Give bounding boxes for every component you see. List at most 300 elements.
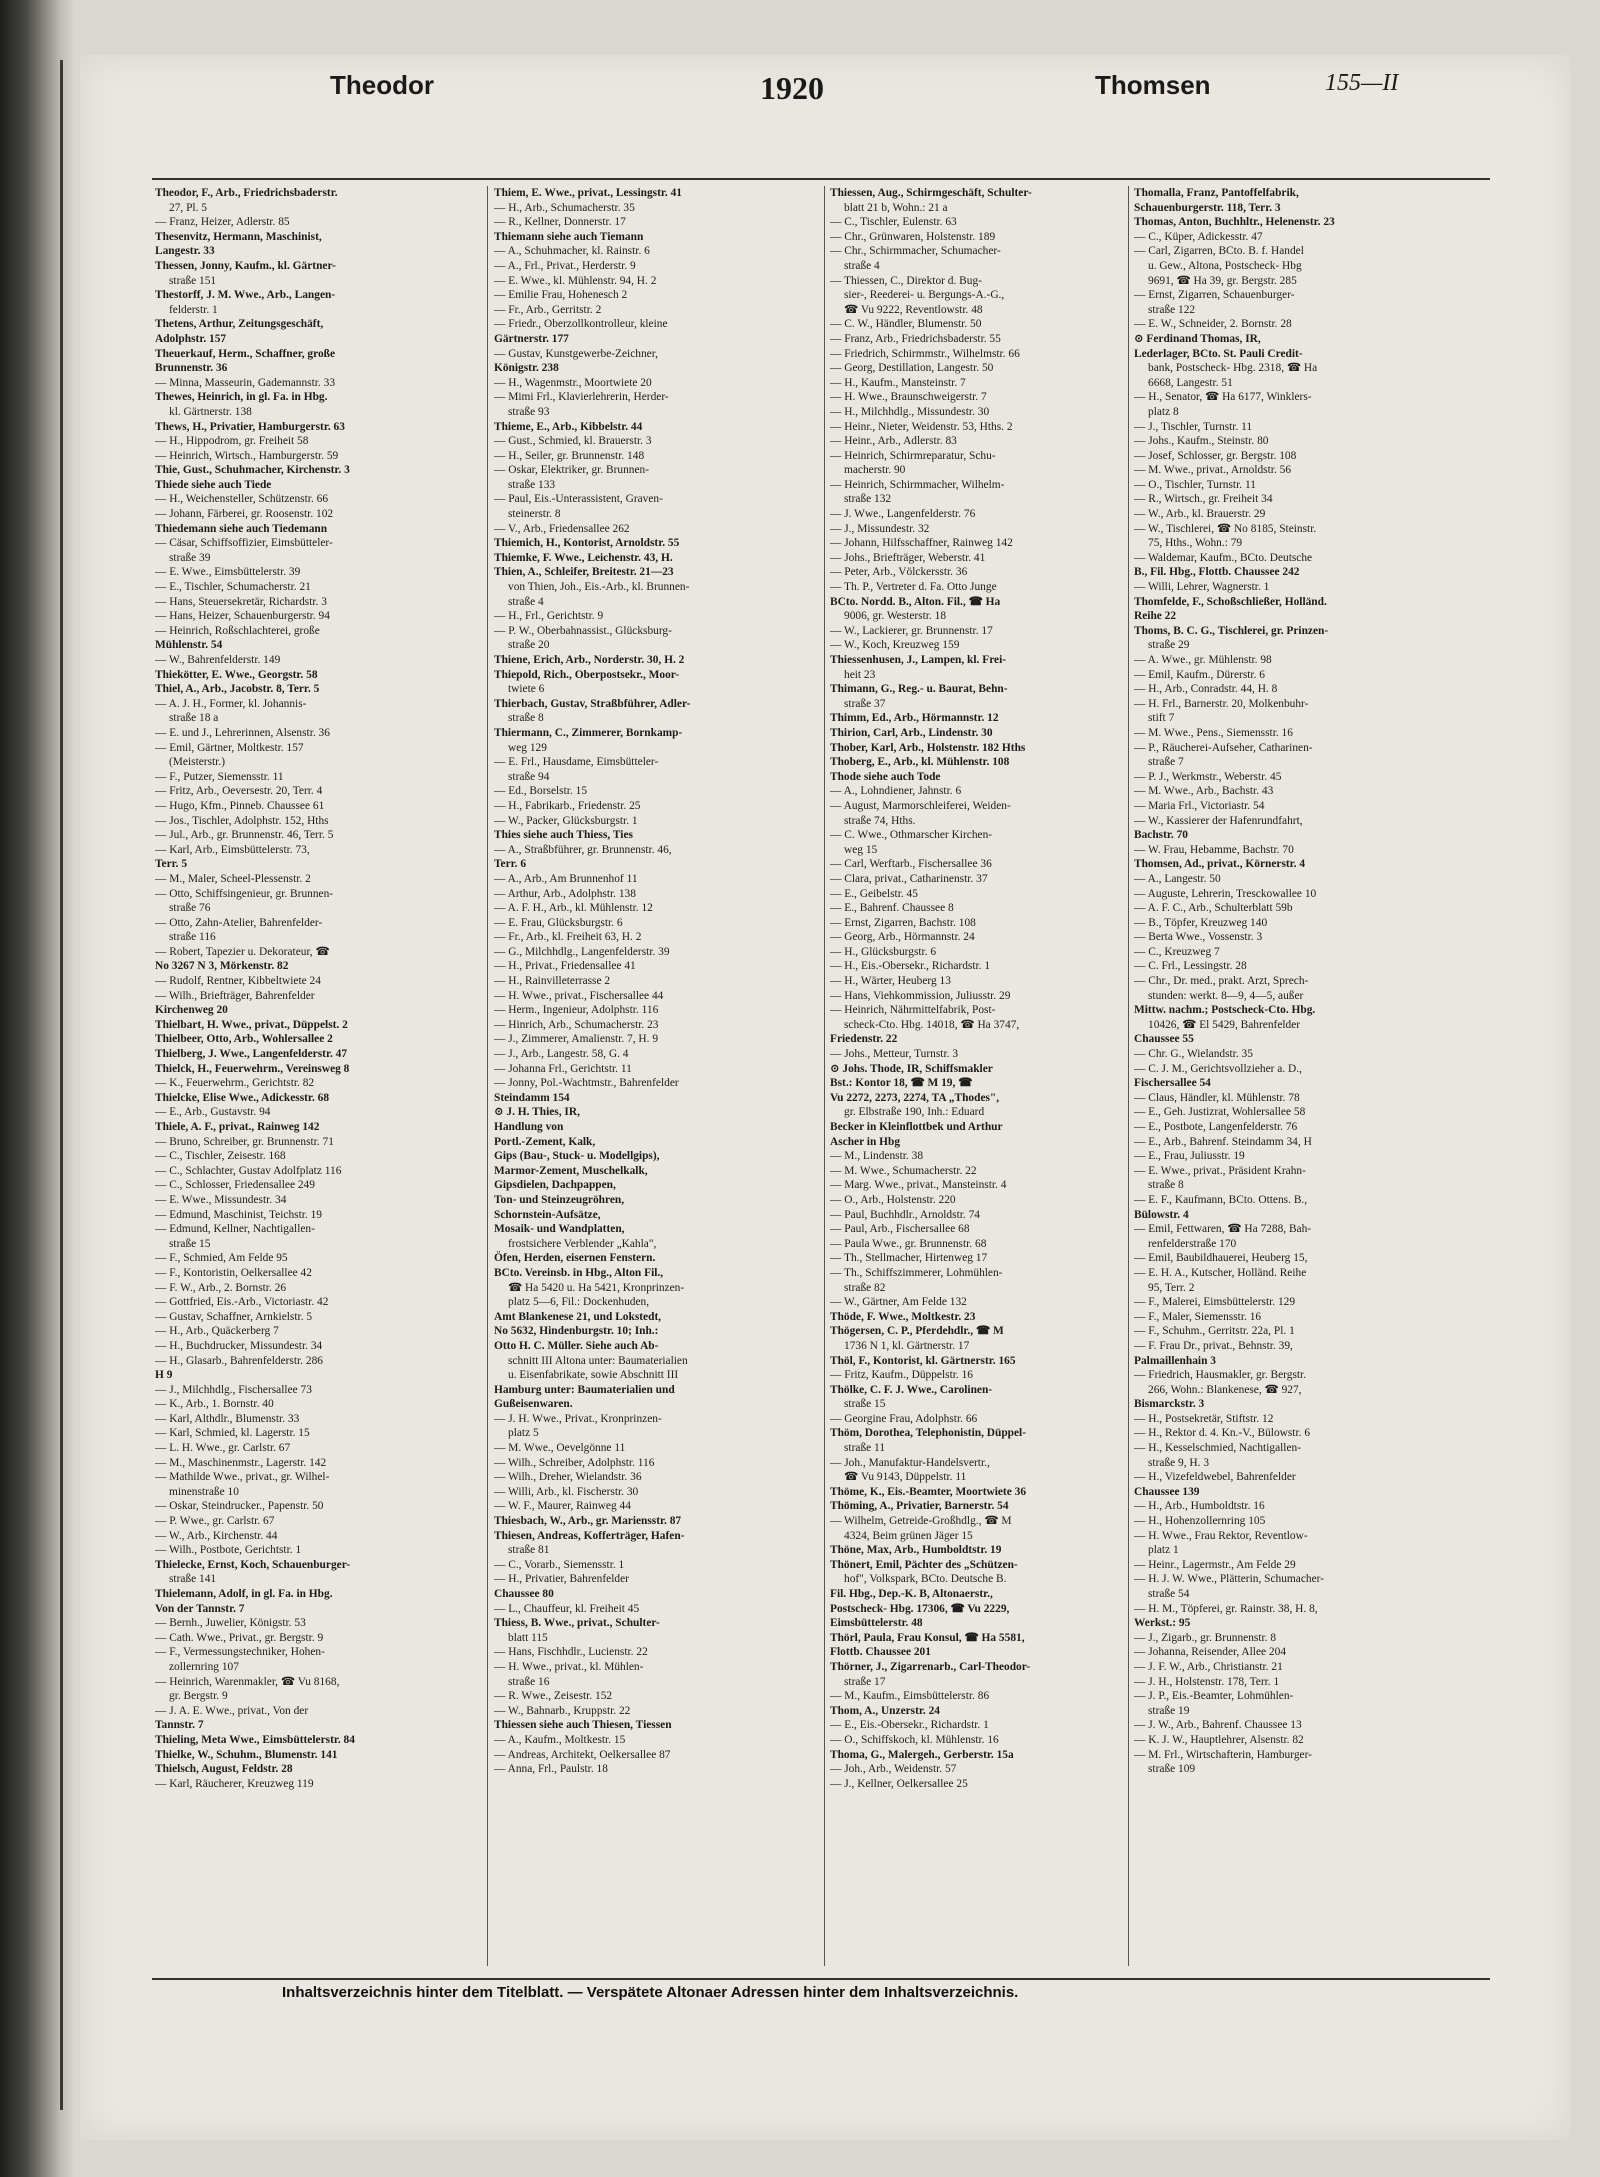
directory-entry-line: frostsichere Verblender „Kahla",: [508, 1237, 657, 1250]
directory-entry-line: Thiem, E. Wwe., privat., Lessingstr. 41: [494, 187, 682, 199]
directory-entry-line: Reihe 22: [1134, 610, 1177, 623]
directory-entry-line: — Berta Wwe., Vossenstr. 3: [1134, 931, 1263, 944]
directory-entry-line: — B., Töpfer, Kreuzweg 140: [1134, 916, 1268, 929]
directory-entry-line: Thestorff, J. M. Wwe., Arb., Langen-: [155, 289, 336, 302]
directory-entry-line: — Cäsar, Schiffsoffizier, Eimsbütteler-: [155, 537, 333, 550]
directory-entry-line: Thomfelde, F., Schoßschließer, Holländ.: [1134, 595, 1327, 608]
directory-entry-line: — Georg, Destillation, Langestr. 50: [830, 362, 994, 375]
directory-entry-line: Thewes, Heinrich, in gl. Fa. in Hbg.: [155, 391, 328, 404]
directory-entry-line: gr. Bergstr. 9: [169, 1690, 228, 1703]
directory-entry-line: Thoms, B. C. G., Tischlerei, gr. Prinzen-: [1134, 624, 1329, 637]
directory-entry-line: — E., Eis.-Obersekr., Richardstr. 1: [830, 1719, 989, 1732]
directory-entry-line: ⊙ J. H. Thies, IR,: [494, 1106, 580, 1119]
directory-entry-line: Ascher in Hbg: [830, 1135, 901, 1148]
directory-entry-line: — H., Buchdrucker, Missundestr. 34: [155, 1339, 323, 1352]
directory-entry-line: 95, Terr. 2: [1148, 1281, 1195, 1294]
directory-entry-line: — H., Wärter, Heuberg 13: [830, 975, 951, 988]
directory-entry-line: — Jul., Arb., gr. Brunnenstr. 46, Terr. 5: [155, 829, 334, 842]
directory-entry-line: Handlung von: [494, 1121, 564, 1133]
directory-column-3: [830, 186, 1155, 1971]
directory-entry-line: Becker in Kleinflottbek und Arthur: [830, 1121, 1003, 1133]
directory-entry-line: — Joh., Manufaktur-Handelsvertr.,: [830, 1456, 990, 1469]
directory-entry-line: Thieling, Meta Wwe., Eimsbüttelerstr. 84: [155, 1733, 355, 1746]
directory-entry-line: — Anna, Frl., Paulstr. 18: [494, 1763, 608, 1776]
directory-entry-line: Thöme, K., Eis.-Beamter, Moortwiete 36: [830, 1485, 1027, 1498]
directory-entry-line: Thies siehe auch Thiess, Ties: [494, 829, 633, 842]
directory-entry-line: Bst.: Kontor 18, ☎ M 19, ☎: [830, 1077, 973, 1090]
directory-entry-line: — J. Wwe., Langenfelderstr. 76: [830, 508, 976, 521]
directory-entry-line: straße 20: [508, 639, 550, 652]
directory-entry-line: 6668, Langestr. 51: [1148, 376, 1233, 389]
directory-entry-line: — Andreas, Architekt, Oelkersallee 87: [494, 1748, 671, 1761]
directory-entry-line: — Fritz, Kaufm., Düppelstr. 16: [830, 1369, 973, 1382]
directory-entry-line: Palmaillenhain 3: [1134, 1354, 1216, 1367]
directory-entry-line: — J. H. Wwe., Privat., Kronprinzen-: [494, 1412, 662, 1425]
directory-entry-line: blatt 21 b, Wohn.: 21 a: [844, 201, 948, 214]
directory-entry-line: — Paul, Arb., Fischersallee 68: [830, 1223, 970, 1236]
directory-entry-line: Terr. 6: [494, 858, 527, 871]
directory-entry-line: — R. Wwe., Zeisestr. 152: [494, 1690, 613, 1703]
directory-entry-line: — Hans, Fischhdlr., Lucienstr. 22: [494, 1646, 648, 1659]
directory-entry-line: — H. J. W. Wwe., Plätterin, Schumacher-: [1134, 1573, 1325, 1586]
directory-entry-line: Thiepold, Rich., Oberpostsekr., Moor-: [494, 668, 680, 681]
directory-entry-line: Gipsdielen, Dachpappen,: [494, 1179, 616, 1192]
directory-entry-line: — J. H., Holstenstr. 178, Terr. 1: [1134, 1675, 1280, 1688]
directory-entry-line: straße 82: [844, 1281, 886, 1294]
directory-entry-line: — Gust., Schmied, kl. Brauerstr. 3: [494, 435, 652, 448]
directory-entry-line: — Johann, Hilfsschaffner, Rainweg 142: [830, 537, 1013, 550]
directory-entry-line: Thiene, Erich, Arb., Norderstr. 30, H. 2: [494, 654, 685, 666]
directory-entry-line: Thiele, A. F., privat., Rainweg 142: [155, 1121, 320, 1133]
directory-entry-line: Kirchenweg 20: [155, 1004, 228, 1017]
directory-entry-line: — A., Straßbführer, gr. Brunnenstr. 46,: [494, 843, 672, 856]
directory-entry-line: — Heinrich, Wirtsch., Hamburgerstr. 59: [155, 449, 339, 462]
directory-entry-line: — H., Rainvilleterrasse 2: [494, 975, 611, 988]
directory-entry-line: Thielck, H., Feuerwehrm., Vereinsweg 8: [155, 1062, 350, 1075]
directory-entry-line: Thiess, B. Wwe., privat., Schulter-: [494, 1617, 660, 1630]
directory-entry-line: — Ernst, Zigarren, Schauenburger-: [1134, 289, 1295, 302]
directory-entry-line: — L. H. Wwe., gr. Carlstr. 67: [155, 1442, 291, 1455]
directory-entry-line: Thiekötter, E. Wwe., Georgstr. 58: [155, 668, 318, 681]
directory-entry-line: Chaussee 80: [494, 1588, 554, 1600]
directory-entry-line: Thiesbach, W., Arb., gr. Mariensstr. 87: [494, 1515, 682, 1528]
directory-entry-line: — A. J. H., Former, kl. Johannis-: [155, 697, 307, 710]
directory-column-1: [155, 186, 480, 1971]
directory-entry-line: straße 133: [508, 478, 556, 491]
directory-entry-line: BCto. Nordd. B., Alton. Fil., ☎ Ha: [830, 595, 1001, 608]
directory-entry-line: Thoberg, E., Arb., kl. Mühlenstr. 108: [830, 756, 1010, 769]
directory-entry-line: — Arthur, Arb., Adolphstr. 138: [494, 887, 636, 900]
directory-entry-line: Ton- und Steinzeugröhren,: [494, 1193, 625, 1206]
directory-entry-line: — H. Wwe., privat., kl. Mühlen-: [494, 1660, 644, 1673]
directory-entry-line: — W., Lackierer, gr. Brunnenstr. 17: [830, 624, 993, 637]
directory-entry-line: — J., Milchhdlg., Fischersallee 73: [155, 1383, 312, 1396]
directory-entry-line: — Wilhelm, Getreide-Großhdlg., ☎ M: [830, 1515, 1012, 1528]
directory-entry-line: 4324, Beim grünen Jäger 15: [844, 1529, 973, 1542]
directory-entry-line: — M., Maschinenmstr., Lagerstr. 142: [155, 1456, 327, 1469]
directory-entry-line: — Cath. Wwe., Privat., gr. Bergstr. 9: [155, 1631, 324, 1644]
directory-entry-line: weg 129: [508, 741, 547, 754]
directory-entry-line: — C. Frl., Lessingstr. 28: [1134, 960, 1247, 973]
directory-entry-line: — Oskar, Elektriker, gr. Brunnen-: [494, 464, 650, 477]
directory-entry-line: Thielecke, Ernst, Koch, Schauenburger-: [155, 1558, 351, 1571]
directory-entry-line: — A., Arb., Am Brunnenhof 11: [494, 872, 638, 885]
directory-entry-line: Vu 2272, 2273, 2274, TA „Thodes",: [830, 1091, 1000, 1104]
directory-entry-line: — F., Maler, Siemensstr. 16: [1134, 1310, 1262, 1323]
directory-entry-line: — F. Frau Dr., privat., Behnstr. 39,: [1134, 1339, 1293, 1352]
directory-entry-line: Flottb. Chaussee 201: [830, 1646, 931, 1659]
directory-entry-line: ⊙ Johs. Thode, IR, Schiffsmakler: [830, 1062, 993, 1075]
directory-entry-line: — E., Frau, Juliusstr. 19: [1134, 1150, 1245, 1163]
directory-entry-line: — Willi, Lehrer, Wagnerstr. 1: [1134, 581, 1270, 594]
directory-entry-line: — Heinrich, Nährmittelfabrik, Post-: [830, 1004, 996, 1017]
directory-entry-line: — H., Kesselschmied, Nachtigallen-: [1134, 1442, 1302, 1455]
directory-entry-line: — Rudolf, Rentner, Kibbeltwiete 24: [155, 975, 321, 988]
directory-entry-line: steinerstr. 8: [508, 508, 561, 521]
directory-entry-line: — A. Wwe., gr. Mühlenstr. 98: [1134, 654, 1272, 666]
directory-entry-line: — Johann, Färberei, gr. Roosenstr. 102: [155, 508, 334, 521]
directory-entry-line: ⊙ Ferdinand Thomas, IR,: [1134, 332, 1261, 345]
directory-entry-line: — Herm., Ingenieur, Adolphstr. 116: [494, 1004, 659, 1017]
directory-entry-line: straße 19: [1148, 1704, 1190, 1717]
directory-entry-line: — Fr., Arb., Gerritstr. 2: [494, 303, 602, 316]
directory-entry-line: stunden: werkt. 8—9, 4—5, außer: [1148, 989, 1304, 1002]
directory-entry-line: Thielbeer, Otto, Arb., Wohlersallee 2: [155, 1033, 333, 1046]
directory-entry-line: kl. Gärtnerstr. 138: [169, 405, 252, 418]
directory-entry-line: — Johs., Briefträger, Weberstr. 41: [830, 551, 986, 564]
directory-entry-line: straße 11: [844, 1442, 886, 1455]
directory-entry-line: straße 122: [1148, 303, 1196, 316]
directory-entry-line: — R., Wirtsch., gr. Freiheit 34: [1134, 493, 1273, 506]
directory-entry-line: — H., Hippodrom, gr. Freiheit 58: [155, 435, 309, 448]
directory-entry-line: — J., Kellner, Oelkersallee 25: [830, 1777, 968, 1790]
directory-entry-line: Adolphstr. 157: [155, 332, 227, 345]
directory-entry-line: Öfen, Herden, eisernen Fenstern.: [494, 1252, 656, 1265]
directory-entry-line: — O., Arb., Holstenstr. 220: [830, 1193, 956, 1206]
directory-entry-line: 1736 N 1, kl. Gärtnerstr. 17: [844, 1339, 970, 1352]
directory-entry-line: — J. F. W., Arb., Christianstr. 21: [1134, 1660, 1283, 1673]
directory-entry-line: stift 7: [1148, 712, 1175, 725]
directory-entry-line: — Josef, Schlosser, gr. Bergstr. 108: [1134, 449, 1297, 462]
directory-entry-line: — E. W., Schneider, 2. Bornstr. 28: [1134, 318, 1292, 331]
directory-entry-line: — W., Packer, Glücksburgstr. 1: [494, 814, 638, 827]
directory-entry-line: — W., Bahrenfelderstr. 149: [155, 654, 281, 666]
directory-entry-line: Eimsbüttelerstr. 48: [830, 1617, 923, 1630]
directory-entry-line: straße 37: [844, 697, 886, 710]
directory-entry-line: Gärtnerstr. 177: [494, 332, 569, 345]
directory-entry-line: — M., Maler, Scheel-Plessenstr. 2: [155, 872, 311, 885]
directory-entry-line: — E., Postbote, Langenfelderstr. 76: [1134, 1121, 1298, 1133]
directory-entry-line: Bachstr. 70: [1134, 829, 1189, 842]
directory-entry-line: — H., Glasarb., Bahrenfelderstr. 286: [155, 1354, 323, 1367]
directory-entry-line: Thieme, E., Arb., Kibbelstr. 44: [494, 420, 643, 433]
directory-entry-line: Thönert, Emil, Pächter des „Schützen-: [830, 1558, 1018, 1571]
directory-entry-line: — E., Geh. Justizrat, Wohlersallee 58: [1134, 1106, 1306, 1119]
directory-entry-line: straße 93: [508, 405, 550, 418]
directory-entry-line: — Friedrich, Hausmakler, gr. Bergstr.: [1134, 1369, 1307, 1382]
directory-entry-line: 266, Wohn.: Blankenese, ☎ 927,: [1148, 1383, 1302, 1396]
directory-entry-line: straße 18 a: [169, 712, 219, 725]
directory-entry-line: platz 5: [508, 1427, 539, 1440]
directory-entry-line: — Minna, Masseurin, Gademannstr. 33: [155, 376, 336, 389]
directory-entry-line: — Joh., Arb., Weidenstr. 57: [830, 1763, 957, 1776]
directory-entry-line: Steindamm 154: [494, 1091, 570, 1104]
directory-entry-line: hof", Volkspark, BCto. Deutsche B.: [844, 1573, 1007, 1586]
directory-entry-line: platz 1: [1148, 1544, 1179, 1557]
directory-entry-line: — Jos., Tischler, Adolphstr. 152, Hths: [155, 814, 329, 827]
directory-entry-line: — H., Postsekretär, Stiftstr. 12: [1134, 1412, 1274, 1425]
directory-entry-line: — Gustav, Kunstgewerbe-Zeichner,: [494, 347, 658, 360]
directory-entry-line: heit 23: [844, 668, 876, 681]
directory-entry-line: — Emil, Kaufm., Dürerstr. 6: [1134, 668, 1265, 681]
directory-entry-line: ☎ Vu 9222, Reventlowstr. 48: [844, 303, 983, 316]
directory-entry-line: Thiermann, C., Zimmerer, Bornkamp-: [494, 726, 683, 739]
directory-entry-line: Langestr. 33: [155, 245, 215, 258]
directory-entry-line: — E. F., Kaufmann, BCto. Ottens. B.,: [1134, 1193, 1308, 1206]
directory-entry-line: — Emil, Fettwaren, ☎ Ha 7288, Bah-: [1134, 1223, 1312, 1236]
directory-entry-line: straße 81: [508, 1544, 550, 1557]
directory-entry-line: Tannstr. 7: [155, 1719, 204, 1732]
directory-entry-line: straße 17: [844, 1675, 886, 1688]
directory-entry-line: straße 16: [508, 1675, 550, 1688]
directory-entry-line: — C. J. M., Gerichtsvollzieher a. D.,: [1134, 1062, 1302, 1075]
directory-entry-line: — Johs., Metteur, Turnstr. 3: [830, 1048, 959, 1061]
directory-entry-line: — H. M., Töpferei, gr. Rainstr. 38, H. 8,: [1134, 1602, 1318, 1615]
directory-entry-line: Thielbart, H. Wwe., privat., Düppelst. 2: [155, 1018, 348, 1031]
directory-entry-line: Terr. 5: [155, 858, 188, 871]
directory-entry-line: — P. J., Werkmstr., Weberstr. 45: [1134, 770, 1282, 783]
directory-entry-line: Von der Tannstr. 7: [155, 1602, 245, 1615]
directory-entry-line: — E., Arb., Gustavstr. 94: [155, 1106, 271, 1119]
footer-note: Inhaltsverzeichnis hinter dem Titelblatt. — Verspätete Altonaer Adressen hinter dem Inhaltsverzeichnis.: [282, 1984, 1019, 2001]
directory-entry-line: — M. Wwe., Pens., Siemensstr. 16: [1134, 726, 1293, 739]
directory-entry-line: straße 151: [169, 274, 217, 287]
directory-entry-line: straße 116: [169, 931, 216, 944]
directory-entry-line: Thiedemann siehe auch Tiedemann: [155, 522, 328, 535]
directory-entry-line: — Peter, Arb., Völckersstr. 36: [830, 566, 968, 579]
directory-entry-line: — Claus, Händler, kl. Mühlenstr. 78: [1134, 1091, 1300, 1104]
directory-entry-line: — F., Malerei, Eimsbüttelerstr. 129: [1134, 1296, 1296, 1309]
directory-entry-line: — W., Kassierer der Hafenrundfahrt,: [1134, 814, 1303, 827]
directory-entry-line: Friedenstr. 22: [830, 1033, 898, 1046]
directory-entry-line: BCto. Vereinsb. in Hbg., Alton Fil.,: [494, 1266, 664, 1279]
directory-entry-line: Gips (Bau-, Stuck- u. Modellgips),: [494, 1150, 660, 1163]
directory-entry-line: — H., Privat., Friedensallee 41: [494, 960, 636, 973]
directory-entry-line: — E. und J., Lehrerinnen, Alsenstr. 36: [155, 726, 330, 739]
directory-entry-line: — Chr., Grünwaren, Holstenstr. 189: [830, 230, 996, 243]
directory-entry-line: — Bernh., Juwelier, Königstr. 53: [155, 1617, 306, 1630]
directory-entry-line: — Wilh., Briefträger, Bahrenfelder: [155, 989, 315, 1002]
directory-entry-line: Postscheck- Hbg. 17306, ☎ Vu 2229,: [830, 1602, 1010, 1615]
directory-entry-line: Schornstein-Aufsätze,: [494, 1208, 601, 1221]
directory-entry-line: — Franz, Heizer, Adlerstr. 85: [155, 216, 290, 229]
directory-entry-line: Thielke, W., Schuhm., Blumenstr. 141: [155, 1748, 338, 1761]
directory-entry-line: — Paul, Buchhdlr., Arnoldstr. 74: [830, 1208, 980, 1221]
directory-entry-line: Fischersallee 54: [1134, 1077, 1211, 1090]
directory-entry-line: Werkst.: 95: [1134, 1617, 1191, 1630]
directory-entry-line: — M. Frl., Wirtschafterin, Hamburger-: [1134, 1748, 1312, 1761]
directory-entry-line: H 9: [155, 1369, 173, 1382]
directory-entry-line: straße 39: [169, 551, 211, 564]
directory-entry-line: — H., Frl., Gerichtstr. 9: [494, 610, 604, 623]
directory-entry-line: — C., Küper, Adickesstr. 47: [1134, 230, 1263, 243]
directory-entry-line: — J. P., Eis.-Beamter, Lohmühlen-: [1134, 1690, 1294, 1703]
gutter-edge-line: [60, 60, 63, 2110]
directory-entry-line: ☎ Ha 5420 u. Ha 5421, Kronprinzen-: [508, 1281, 685, 1294]
directory-entry-line: — A., Lohndiener, Jahnstr. 6: [830, 785, 962, 798]
directory-entry-line: — E. H. A., Kutscher, Holländ. Reihe: [1134, 1266, 1307, 1279]
directory-entry-line: — H., Eis.-Obersekr., Richardstr. 1: [830, 960, 991, 973]
directory-entry-line: Thielemann, Adolf, in gl. Fa. in Hbg.: [155, 1588, 333, 1600]
directory-entry-line: Thimm, Ed., Arb., Hörmannstr. 12: [830, 712, 999, 725]
directory-entry-line: Gußeisenwaren.: [494, 1398, 573, 1411]
directory-entry-line: — Marg. Wwe., privat., Mansteinstr. 4: [830, 1179, 1007, 1192]
directory-entry-line: Theodor, F., Arb., Friedrichsbaderstr.: [155, 187, 338, 199]
directory-entry-line: Mühlenstr. 54: [155, 639, 223, 652]
directory-entry-line: No 5632, Hindenburgstr. 10; Inh.:: [494, 1325, 659, 1338]
directory-entry-line: — Paula Wwe., gr. Brunnenstr. 68: [830, 1237, 987, 1250]
directory-entry-line: straße 15: [169, 1237, 211, 1250]
directory-entry-line: — Wilh., Postbote, Gerichtstr. 1: [155, 1544, 302, 1557]
directory-entry-line: straße 7: [1148, 756, 1184, 769]
directory-entry-line: — F., Schmied, Am Felde 95: [155, 1252, 288, 1265]
directory-entry-line: — J., Tischler, Turnstr. 11: [1134, 420, 1253, 433]
directory-entry-line: — Ernst, Zigarren, Bachstr. 108: [830, 916, 976, 929]
directory-entry-line: Schauenburgerstr. 118, Terr. 3: [1134, 201, 1281, 214]
directory-entry-line: — W., Arb., kl. Brauerstr. 29: [1134, 508, 1266, 521]
directory-entry-line: Bismarckstr. 3: [1134, 1398, 1205, 1411]
header-right-keyword: Thomsen: [1095, 70, 1211, 100]
directory-entry-line: — H., Glücksburgstr. 6: [830, 945, 937, 958]
directory-entry-line: bank, Postscheck- Hbg. 2318, ☎ Ha: [1148, 362, 1318, 375]
directory-entry-line: Thetens, Arthur, Zeitungsgeschäft,: [155, 318, 324, 331]
directory-entry-line: Thielberg, J. Wwe., Langenfelderstr. 47: [155, 1048, 348, 1061]
directory-entry-line: Thie, Gust., Schuhmacher, Kirchenstr. 3: [155, 464, 350, 477]
page-number: 155—II: [1325, 70, 1399, 96]
directory-entry-line: — Johanna Frl., Gerichtstr. 11: [494, 1062, 632, 1075]
directory-entry-line: — H., Weichensteller, Schützenstr. 66: [155, 493, 329, 506]
directory-entry-line: Amt Blankenese 21, und Lokstedt,: [494, 1310, 662, 1323]
directory-entry-line: — Clara, privat., Catharinenstr. 37: [830, 872, 988, 885]
directory-entry-line: — F., Vermessungstechniker, Hohen-: [155, 1646, 325, 1659]
directory-entry-line: Mosaik- und Wandplatten,: [494, 1223, 625, 1236]
directory-entry-line: — Hinrich, Arb., Schumacherstr. 23: [494, 1018, 659, 1031]
directory-entry-line: — H., Arb., Schumacherstr. 35: [494, 201, 635, 214]
directory-entry-line: (Meisterstr.): [169, 756, 225, 769]
directory-entry-line: Brunnenstr. 36: [155, 362, 228, 375]
directory-entry-line: — W. Frau, Hebamme, Bachstr. 70: [1134, 843, 1294, 856]
directory-entry-line: — Heinrich, Schirmmacher, Wilhelm-: [830, 478, 1005, 491]
directory-entry-line: — C., Schlachter, Gustav Adolfplatz 116: [155, 1164, 342, 1177]
directory-entry-line: — Friedr., Oberzollkontrolleur, kleine: [494, 318, 668, 331]
directory-entry-line: — E., Bahrenf. Chaussee 8: [830, 902, 954, 915]
directory-entry-line: platz 5—6, Fil.: Dockenhuden,: [508, 1296, 650, 1309]
directory-entry-line: — Th. P., Vertreter d. Fa. Otto Junge: [830, 581, 997, 594]
directory-entry-line: Chaussee 55: [1134, 1033, 1194, 1046]
directory-entry-line: — Heinr., Lagermstr., Am Felde 29: [1134, 1558, 1296, 1571]
directory-entry-line: — Karl, Schmied, kl. Lagerstr. 15: [155, 1427, 310, 1440]
directory-entry-line: — H. Wwe., Braunschweigerstr. 7: [830, 391, 987, 404]
directory-entry-line: u. Eisenfabrikate, sowie Abschnitt III: [508, 1369, 679, 1382]
directory-entry-line: blatt 115: [508, 1631, 548, 1644]
directory-entry-line: — F., Schuhm., Gerritstr. 22a, Pl. 1: [1134, 1325, 1295, 1338]
directory-entry-line: — W., Gärtner, Am Felde 132: [830, 1296, 967, 1309]
directory-entry-line: — Hans, Steuersekretär, Richardstr. 3: [155, 595, 327, 608]
directory-entry-line: Thierbach, Gustav, Straßbführer, Adler-: [494, 697, 691, 710]
directory-entry-line: — A. F. C., Arb., Schulterblatt 59b: [1134, 902, 1293, 915]
directory-entry-line: — Emil, Baubildhauerei, Heuberg 15,: [1134, 1252, 1308, 1265]
directory-entry-line: — C., Tischler, Eulenstr. 63: [830, 216, 957, 229]
directory-entry-line: — August, Marmorschleiferei, Weiden-: [830, 799, 1011, 812]
directory-entry-line: — E. Wwe., kl. Mühlenstr. 94, H. 2: [494, 274, 657, 287]
directory-entry-line: Thirion, Carl, Arb., Lindenstr. 30: [830, 726, 993, 739]
directory-entry-line: Thielsch, August, Feldstr. 28: [155, 1763, 293, 1776]
directory-entry-line: — V., Arb., Friedensallee 262: [494, 522, 630, 535]
directory-entry-line: straße 109: [1148, 1763, 1196, 1776]
directory-entry-line: Thien, A., Schleifer, Breitestr. 21—23: [494, 566, 674, 579]
directory-entry-line: — E., Geibelstr. 45: [830, 887, 918, 900]
directory-entry-line: Thews, H., Privatier, Hamburgerstr. 63: [155, 420, 345, 433]
directory-entry-line: — Johs., Kaufm., Steinstr. 80: [1134, 435, 1269, 448]
directory-entry-line: — Friedrich, Schirmmstr., Wilhelmstr. 66: [830, 347, 1020, 360]
directory-entry-line: — F., Kontoristin, Oelkersallee 42: [155, 1266, 312, 1279]
directory-entry-line: Fil. Hbg., Dep.-K. B, Altonaerstr.,: [830, 1588, 993, 1600]
directory-entry-line: gr. Elbstraße 190, Inh.: Eduard: [844, 1106, 985, 1119]
book-gutter: [0, 0, 75, 2177]
directory-entry-line: — Wilh., Schreiber, Adolphstr. 116: [494, 1456, 655, 1469]
directory-entry-line: — W. F., Maurer, Rainweg 44: [494, 1500, 631, 1513]
directory-entry-line: — Maria Frl., Victoriastr. 54: [1134, 799, 1265, 812]
directory-entry-line: — K., Feuerwehrm., Gerichtstr. 82: [155, 1077, 315, 1090]
directory-entry-line: Thiessen, Aug., Schirmgeschäft, Schulter-: [830, 187, 1032, 199]
directory-entry-line: — Oskar, Steindrucker., Papenstr. 50: [155, 1500, 324, 1513]
directory-entry-line: — C., Schlosser, Friedensallee 249: [155, 1179, 315, 1192]
directory-entry-line: — F. W., Arb., 2. Bornstr. 26: [155, 1281, 287, 1294]
directory-entry-line: Bülowstr. 4: [1134, 1208, 1189, 1221]
directory-entry-line: — Gottfried, Eis.-Arb., Victoriastr. 42: [155, 1296, 329, 1309]
directory-entry-line: twiete 6: [508, 683, 545, 696]
directory-entry-line: — W., Koch, Kreuzweg 159: [830, 639, 960, 652]
column-divider: [487, 186, 488, 1966]
directory-entry-line: — C. Wwe., Othmarscher Kirchen-: [830, 829, 993, 842]
directory-entry-line: — A., Schuhmacher, kl. Rainstr. 6: [494, 245, 650, 258]
directory-entry-line: Thiemann siehe auch Tiemann: [494, 230, 644, 243]
directory-entry-line: 9691, ☎ Ha 39, gr. Bergstr. 285: [1148, 274, 1297, 287]
directory-entry-line: — H., Arb., Conradstr. 44, H. 8: [1134, 683, 1278, 696]
directory-entry-line: — Georg, Arb., Hörmannstr. 24: [830, 931, 975, 944]
directory-entry-line: Thöm, Dorothea, Telephonistin, Düppel-: [830, 1427, 1027, 1440]
directory-entry-line: straße 94: [508, 770, 550, 783]
directory-entry-line: Thesenvitz, Hermann, Maschinist,: [155, 230, 322, 243]
directory-entry-line: felderstr. 1: [169, 303, 218, 316]
directory-entry-line: — H., Senator, ☎ Ha 6177, Winklers-: [1134, 391, 1312, 404]
directory-entry-line: — Chr. G., Wielandstr. 35: [1134, 1048, 1253, 1061]
directory-entry-line: — R., Kellner, Donnerstr. 17: [494, 216, 626, 229]
directory-entry-line: — Karl, Räucherer, Kreuzweg 119: [155, 1777, 314, 1790]
directory-entry-line: — J., Zimmerer, Amalienstr. 7, H. 9: [494, 1033, 659, 1046]
directory-entry-line: No 3267 N 3, Mörkenstr. 82: [155, 960, 289, 973]
directory-entry-line: Thielcke, Elise Wwe., Adickesstr. 68: [155, 1091, 330, 1104]
directory-entry-line: Thöl, F., Kontorist, kl. Gärtnerstr. 165: [830, 1354, 1016, 1367]
directory-entry-line: — Johanna, Reisender, Allee 204: [1134, 1646, 1287, 1659]
directory-entry-line: 10426, ☎ El 5429, Bahrenfelder: [1148, 1018, 1301, 1031]
directory-entry-line: — W., Tischlerei, ☎ No 8185, Steinstr.: [1134, 522, 1317, 535]
directory-entry-line: — G., Milchhdlg., Langenfelderstr. 39: [494, 945, 670, 958]
directory-entry-line: von Thien, Joh., Eis.-Arb., kl. Brunnen-: [508, 581, 690, 594]
directory-entry-line: scheck-Cto. Hbg. 14018, ☎ Ha 3747,: [844, 1018, 1020, 1031]
directory-entry-line: — Th., Schiffszimmerer, Lohmühlen-: [830, 1266, 1003, 1279]
directory-entry-line: — H., Milchhdlg., Missundestr. 30: [830, 405, 990, 418]
